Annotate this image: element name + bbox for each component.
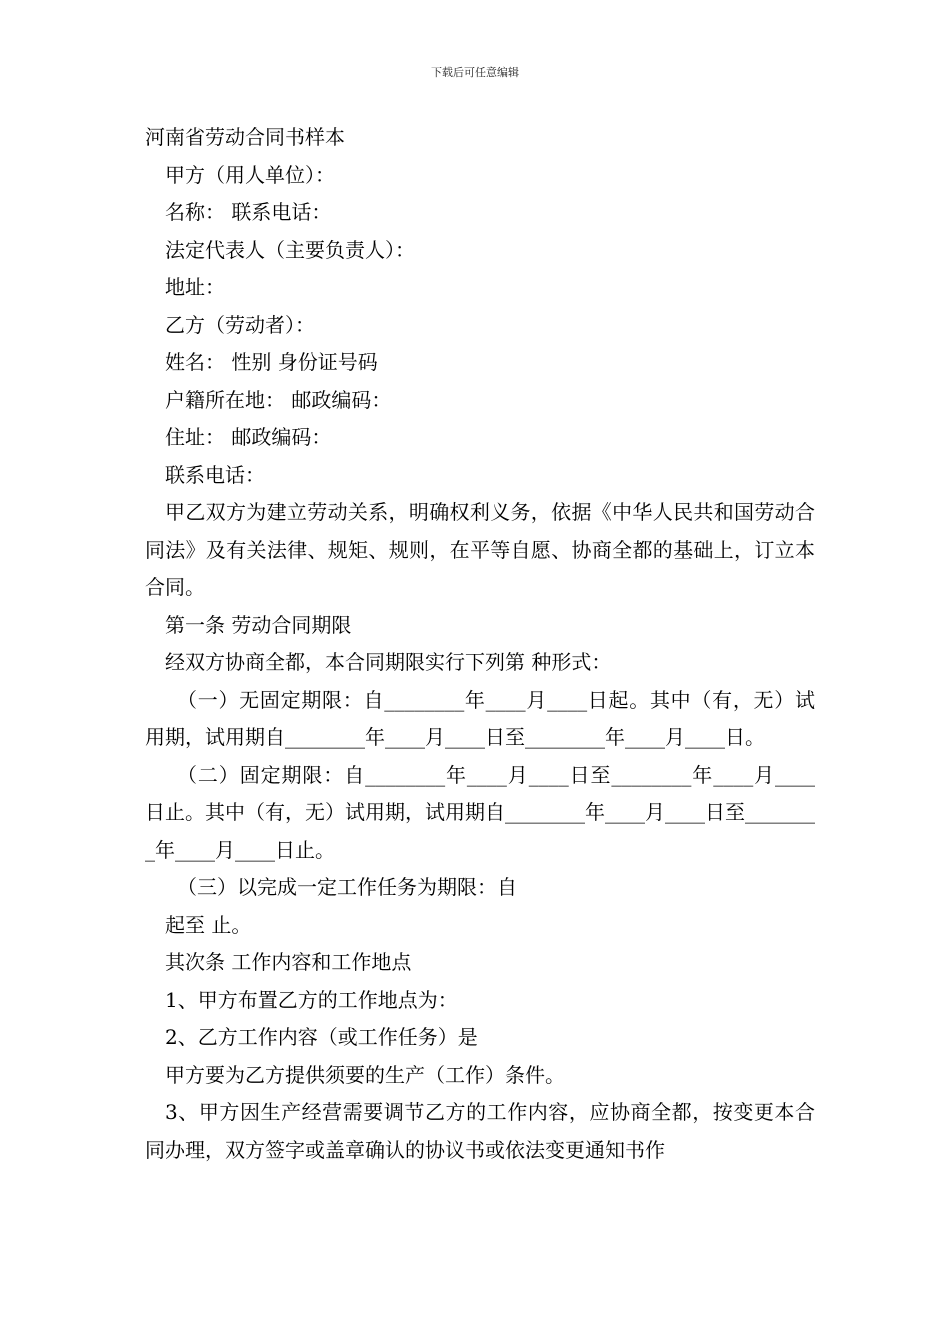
document-body xyxy=(145,119,815,1169)
article2-item3: 3、甲方因生产经营需要调节乙方的工作内容，应协商全都，按变更本合同办理，双方签字或盖章确认的协议书或依法变更通知书作 xyxy=(145,1100,815,1162)
intro-paragraph: 甲乙双方为建立劳动关系，明确权利义务，依据《中华人民共和国劳动合同法》及有关法律、规矩、规则，在平等自愿、协商全都的基础上，订立本合同。 xyxy=(145,500,815,599)
party-a-name-phone: 名称： 联系电话： xyxy=(165,200,332,224)
article2-item1: 1、甲方布置乙方的工作地点为： xyxy=(165,987,458,1012)
document-title: 河南省劳动合同书样本 xyxy=(145,125,345,149)
article1-lead: 经双方协商全都，本合同期限实行下列第 种形式： xyxy=(165,650,612,674)
article1-item2: （二）固定期限：自________年____月____日至________年____月____日止。其中（有，无）试用期，试用期自________年____月____日至________年____月____日止。 xyxy=(145,762,815,862)
party-b-residence-postcode: 住址： 邮政编码： xyxy=(165,425,332,449)
party-b-heading: 乙方（劳动者）： xyxy=(165,312,315,337)
party-b-phone: 联系电话： xyxy=(165,462,265,487)
party-b-name-gender-id: 姓名： 性别 身份证号码 xyxy=(165,350,378,374)
party-a-address: 地址： xyxy=(165,275,225,299)
party-b-household-postcode: 户籍所在地： 邮政编码： xyxy=(165,387,392,412)
party-a-heading: 甲方（用人单位）： xyxy=(165,162,335,187)
article1-item3: （三）以完成一定工作任务为期限：自 xyxy=(177,875,517,899)
article1-heading: 第一条 劳动合同期限 xyxy=(165,612,352,637)
article2-heading: 其次条 工作内容和工作地点 xyxy=(165,950,412,974)
article2-item2: 2、乙方工作内容（或工作任务）是 xyxy=(165,1025,478,1049)
article1-item3-cont: 起至 止。 xyxy=(165,912,252,937)
page-header: 下载后可任意编辑 xyxy=(431,66,519,79)
article2-item2-cont: 甲方要为乙方提供须要的生产（工作）条件。 xyxy=(165,1062,565,1087)
article1-item1: （一）无固定期限：自________年____月____日起。其中（有，无）试用期，试用期自________年____月____日至________年____月____日。 xyxy=(145,687,815,749)
party-a-legal-rep: 法定代表人（主要负责人）： xyxy=(165,237,415,262)
